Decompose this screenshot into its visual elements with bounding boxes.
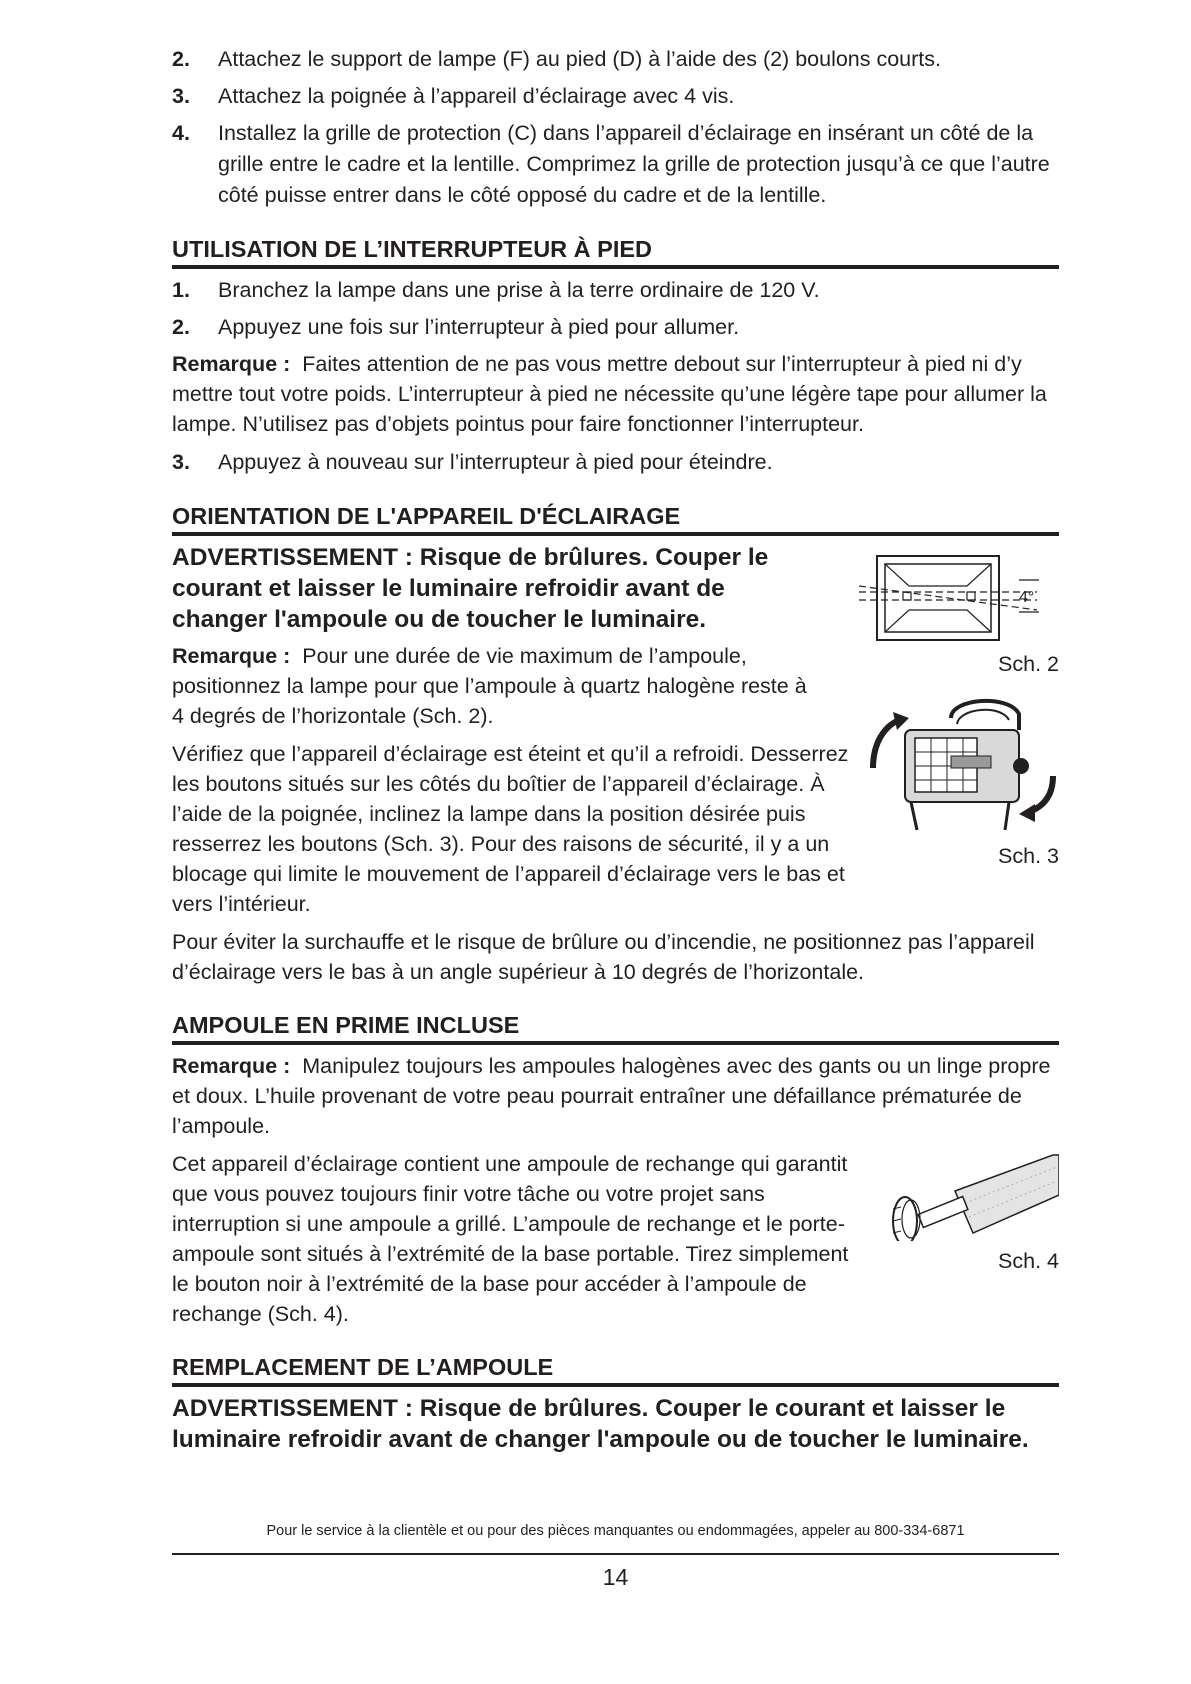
- orientation-warning: ADVERTISSEMENT : Risque de brûlures. Couper le courant et laisser le luminaire refroidir avant de changer l'ampoule ou de toucher le luminaire.: [172, 544, 769, 633]
- figure-sch-2: [859, 550, 1059, 677]
- note-text: Faites attention de ne pas vous mettre debout sur l’interrupteur à pied ni d’y mettre tout votre poids. L’interrupteur à pied ne nécessite qu’une légère tape pour allumer la lampe. N’utilisez pas d’objets pointus pour faire fonctionner l’interrupteur.: [172, 352, 1047, 436]
- footswitch-step-1: [172, 275, 1059, 306]
- figure-caption: Sch. 4: [998, 1249, 1059, 1273]
- angle-label: 4°: [1019, 589, 1035, 606]
- step-number: 2.: [172, 315, 190, 339]
- orientation-block: [172, 542, 1059, 987]
- section-heading-bulb-replacement: REMPLACEMENT DE L’AMPOULE: [172, 1353, 1059, 1387]
- page-content: [172, 44, 1059, 1461]
- figure-sch-3: [859, 690, 1059, 869]
- assembly-step-4: [172, 118, 1059, 211]
- step-text: Attachez la poignée à l’appareil d’éclairage avec 4 vis.: [218, 84, 735, 108]
- step-number: 1.: [172, 278, 190, 302]
- figure-caption: Sch. 2: [998, 652, 1059, 676]
- figure-sch-4: [879, 1149, 1059, 1274]
- orientation-paragraph: Vérifiez que l’appareil d’éclairage est éteint et qu’il a refroidi. Desserrez les boutons situés sur les côtés du boîtier de l’appareil d’éclairage. À l’aide de la poignée, inclinez la lampe dans la position désirée puis resserrez les boutons (Sch. 3). Pour des raisons de sécurité, il y a un blocage qui limite le mouvement de l’appareil d’éclairage vers le bas et vers l’intérieur.: [172, 742, 849, 916]
- step-text: Installez la grille de protection (C) dans l’appareil d’éclairage en insérant un côté de la grille entre le cadre et la lentille. Comprimez la grille de protection jusqu’à ce que l’autre côté puisse entrer dans le côté opposé du cadre et de la lentille.: [218, 121, 1050, 207]
- orientation-note: [172, 641, 812, 731]
- bulb-paragraph: Cet appareil d’éclairage contient une ampoule de rechange qui garantit que vous pouvez toujours finir votre tâche ou votre projet sans interruption si une ampoule a grillé. L’ampoule de rechange et le porte-ampoule sont situés à l’extrémité de la base portable. Tirez simplement le bouton noir à l’extrémité de la base pour accéder à l’ampoule de rechange (Sch. 4).: [172, 1152, 849, 1326]
- assembly-step-2: [172, 44, 1059, 75]
- section-heading-footswitch: UTILISATION DE L’INTERRUPTEUR À PIED: [172, 235, 1059, 269]
- section-heading-orientation: ORIENTATION DE L'APPAREIL D'ÉCLAIRAGE: [172, 502, 1059, 536]
- step-number: 3.: [172, 84, 190, 108]
- footswitch-step-3: [172, 447, 1059, 478]
- bulb-block: [172, 1149, 1059, 1329]
- note-text: Manipulez toujours les ampoules halogènes avec des gants ou un linge propre et doux. L’huile provenant de votre peau pourrait entraîner une défaillance prématurée de l’ampoule.: [172, 1054, 1051, 1138]
- lamp-angle-diagram: [859, 550, 1059, 644]
- page-number: 14: [602, 1564, 629, 1590]
- section-heading-bonus-bulb: AMPOULE EN PRIME INCLUSE: [172, 1011, 1059, 1045]
- assembly-step-3: [172, 81, 1059, 112]
- step-number: 3.: [172, 450, 190, 474]
- footer-divider: [172, 1553, 1059, 1555]
- step-text: Appuyez une fois sur l’interrupteur à pied pour allumer.: [218, 315, 740, 339]
- lamp-tilt-diagram: [859, 690, 1059, 836]
- step-text: Appuyez à nouveau sur l’interrupteur à pied pour éteindre.: [218, 450, 773, 474]
- customer-service-note: Pour le service à la clientèle et ou pour des pièces manquantes ou endommagées, appeler au 800-334-6871: [266, 1523, 965, 1539]
- figure-caption: Sch. 3: [998, 844, 1059, 868]
- orientation-heat-paragraph: Pour éviter la surchauffe et le risque de brûlure ou d’incendie, ne positionnez pas l’appareil d’éclairage vers le bas à un angle supérieur à 10 degrés de l’horizontale.: [172, 930, 1035, 984]
- bulb-note: [172, 1051, 1059, 1141]
- step-text: Branchez la lampe dans une prise à la terre ordinaire de 120 V.: [218, 278, 820, 302]
- note-text: Pour une durée de vie maximum de l’ampoule, positionnez la lampe pour que l’ampoule à quartz halogène reste à 4 degrés de l’horizontale (Sch. 2).: [172, 644, 807, 728]
- note-label: Remarque :: [172, 352, 291, 376]
- note-label: Remarque :: [172, 644, 291, 668]
- footswitch-step-2: [172, 312, 1059, 343]
- note-label: Remarque :: [172, 1054, 291, 1078]
- replacement-warning: ADVERTISSEMENT : Risque de brûlures. Couper le courant et laisser le luminaire refroidir avant de changer l'ampoule ou de toucher le luminaire.: [172, 1395, 1029, 1453]
- step-text: Attachez le support de lampe (F) au pied (D) à l’aide des (2) boulons courts.: [218, 47, 942, 71]
- step-number: 4.: [172, 121, 190, 145]
- bulb-holder-diagram: [879, 1149, 1059, 1241]
- step-number: 2.: [172, 47, 190, 71]
- footswitch-note: [172, 349, 1059, 439]
